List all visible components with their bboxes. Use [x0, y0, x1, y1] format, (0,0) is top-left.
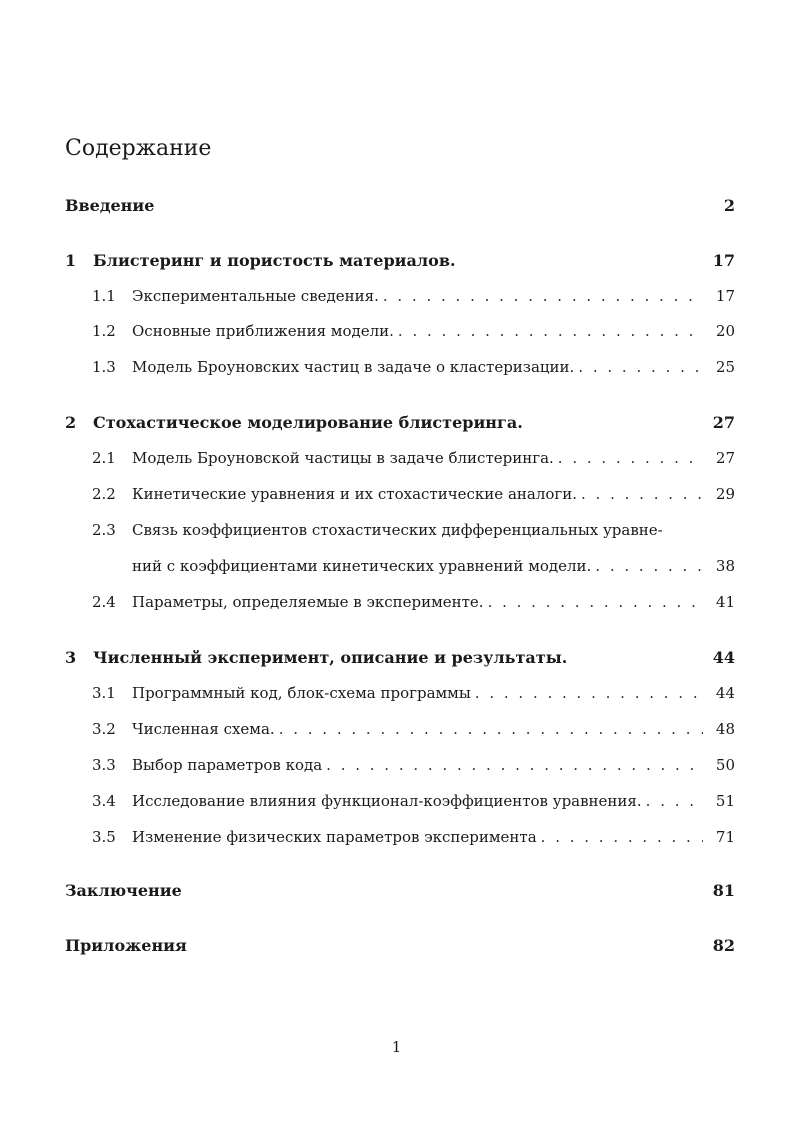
section-number: 3.2 — [92, 720, 116, 738]
entry-title: Модель Броуновской частицы в задаче блистеринга. — [132, 449, 554, 467]
toc-entry-chapter-2[interactable] — [65, 413, 735, 439]
toc-entry-section-3-4[interactable] — [65, 792, 735, 818]
entry-title: Заключение — [65, 881, 182, 900]
toc-entry-section-1-2[interactable] — [65, 322, 735, 348]
dot-leader — [383, 287, 703, 305]
toc-entry-section-3-1[interactable] — [65, 684, 735, 710]
section-number: 3.4 — [92, 792, 116, 810]
toc-entry-conclusion[interactable] — [65, 881, 735, 907]
entry-title-line-2: ний с коэффициентами кинетических уравнений модели. — [132, 557, 592, 575]
entry-page: 82 — [712, 936, 735, 955]
entry-page: 44 — [712, 648, 735, 667]
toc-entry-section-2-3[interactable] — [65, 521, 735, 547]
toc-entry-appendix[interactable] — [65, 936, 735, 962]
entry-page: 48 — [715, 720, 735, 738]
entry-title-line-1: Связь коэффициентов стохастических дифференциальных уравне- — [132, 521, 663, 539]
toc-entry-chapter-3[interactable] — [65, 648, 735, 674]
page-number: 1 — [391, 1038, 402, 1056]
entry-title: Блистеринг и пористость материалов. — [93, 251, 456, 270]
entry-page: 17 — [715, 287, 735, 305]
toc-entry-introduction[interactable] — [65, 196, 735, 222]
entry-title: Введение — [65, 196, 155, 215]
section-number: 1.3 — [92, 358, 116, 376]
dot-leader — [595, 557, 703, 575]
section-number: 3.5 — [92, 828, 116, 846]
entry-title: Экспериментальные сведения. — [132, 287, 379, 305]
section-number: 2.1 — [92, 449, 116, 467]
entry-page: 20 — [715, 322, 735, 340]
dot-leader — [488, 593, 703, 611]
entry-page: 25 — [715, 358, 735, 376]
entry-page: 51 — [715, 792, 735, 810]
entry-title: Изменение физических параметров эксперимента — [132, 828, 537, 846]
entry-title: Программный код, блок-схема программы — [132, 684, 471, 702]
chapter-number: 2 — [65, 413, 77, 432]
toc-entry-section-3-3[interactable] — [65, 756, 735, 782]
toc-entry-section-3-5[interactable] — [65, 828, 735, 854]
dot-leader — [475, 684, 703, 702]
dot-leader — [558, 449, 703, 467]
chapter-number: 3 — [65, 648, 77, 667]
toc-entry-section-1-1[interactable] — [65, 287, 735, 313]
entry-title: Модель Броуновских частиц в задаче о кластеризации. — [132, 358, 575, 376]
entry-page: 29 — [715, 485, 735, 503]
toc-entry-section-2-1[interactable] — [65, 449, 735, 475]
entry-page: 41 — [715, 593, 735, 611]
entry-title: Численный эксперимент, описание и результаты. — [93, 648, 568, 667]
section-number: 3.1 — [92, 684, 116, 702]
entry-page: 71 — [715, 828, 735, 846]
section-number: 2.4 — [92, 593, 116, 611]
toc-entry-section-2-3-continued[interactable] — [65, 557, 735, 583]
entry-title: Основные приближения модели. — [132, 322, 394, 340]
entry-page: 2 — [723, 196, 735, 215]
entry-title: Приложения — [65, 936, 187, 955]
dot-leader — [541, 828, 703, 846]
entry-page: 81 — [712, 881, 735, 900]
entry-title: Численная схема. — [132, 720, 275, 738]
entry-title: Параметры, определяемые в эксперименте. — [132, 593, 484, 611]
section-number: 1.1 — [92, 287, 116, 305]
chapter-number: 1 — [65, 251, 77, 270]
toc-entry-section-2-4[interactable] — [65, 593, 735, 619]
entry-page: 17 — [712, 251, 735, 270]
entry-title: Выбор параметров кода — [132, 756, 323, 774]
section-number: 2.2 — [92, 485, 116, 503]
entry-page: 44 — [715, 684, 735, 702]
toc-entry-section-1-3[interactable] — [65, 358, 735, 384]
section-number: 2.3 — [92, 521, 116, 539]
dot-leader — [578, 358, 703, 376]
entry-title: Стохастическое моделирование блистеринга. — [93, 413, 523, 432]
toc-entry-chapter-1[interactable] — [65, 251, 735, 277]
entry-page: 27 — [715, 449, 735, 467]
toc-entry-section-2-2[interactable] — [65, 485, 735, 511]
dot-leader — [326, 756, 703, 774]
section-number: 1.2 — [92, 322, 116, 340]
dot-leader — [279, 720, 703, 738]
dot-leader — [581, 485, 703, 503]
toc-heading: Содержание — [65, 136, 212, 161]
entry-title: Исследование влияния функционал-коэффициентов уравнения. — [132, 792, 642, 810]
dot-leader — [646, 792, 703, 810]
dot-leader — [398, 322, 703, 340]
entry-page: 50 — [715, 756, 735, 774]
entry-page: 27 — [712, 413, 735, 432]
toc-entry-section-3-2[interactable] — [65, 720, 735, 746]
entry-page: 38 — [715, 557, 735, 575]
entry-title: Кинетические уравнения и их стохастические аналоги. — [132, 485, 578, 503]
section-number: 3.3 — [92, 756, 116, 774]
